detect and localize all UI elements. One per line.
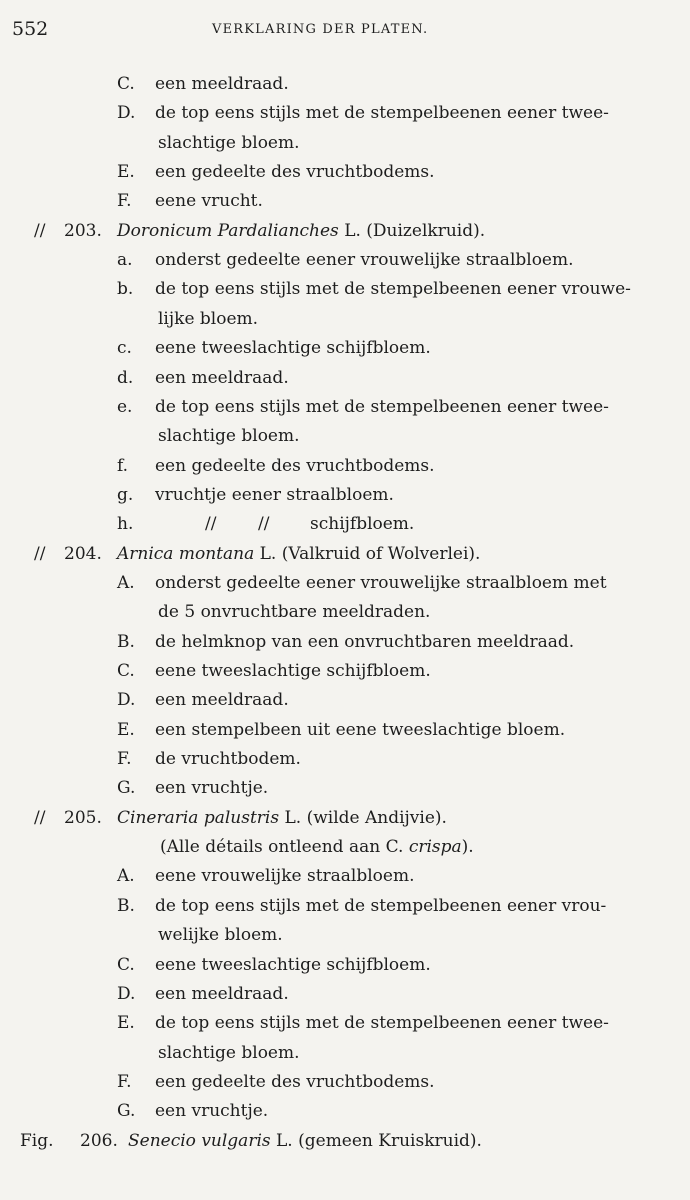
item-text: slachtige bloem. (158, 133, 300, 153)
species-line (117, 542, 480, 566)
item-label: G. (117, 1101, 136, 1121)
species-rest: L. (Duizelkruid). (344, 221, 486, 241)
ditto-mark: // (34, 808, 46, 828)
item-text: onderst gedeelte eener vrouwelijke straalbloem met (155, 573, 607, 593)
note-text (160, 835, 474, 859)
item-text: een meeldraad. (155, 690, 289, 710)
item-text: de helmknop van een onvruchtbaren meeldraad. (155, 632, 575, 652)
item-label: E. (117, 1013, 135, 1033)
item-text: slachtige bloem. (158, 426, 300, 446)
species-line (117, 219, 485, 243)
species-name: Arnica montana (117, 544, 255, 564)
ditto-mark: // (34, 221, 46, 241)
item-text: de top eens stijls met de stempelbeenen eener twee- (155, 397, 609, 417)
item-label: A. (117, 573, 135, 593)
item-text: onderst gedeelte eener vrouwelijke straalbloem. (155, 250, 574, 270)
item-label: h. (117, 514, 134, 534)
figure-number: 206. (80, 1131, 118, 1151)
item-text: welijke bloem. (158, 925, 283, 945)
species-line (117, 806, 447, 830)
species-name: Cineraria palustris (117, 808, 280, 828)
item-text: de top eens stijls met de stempelbeenen eener vrouwe- (155, 279, 631, 299)
item-text: de vruchtbodem. (155, 749, 301, 769)
item-text: eene tweeslachtige schijfbloem. (155, 338, 431, 358)
species-rest: L. (gemeen Kruiskruid). (276, 1131, 482, 1151)
note-species: crispa (408, 837, 462, 857)
species-name: Doronicum Pardalianches (117, 221, 339, 241)
ditto-mark: // (258, 514, 270, 534)
ditto-mark: // (34, 544, 46, 564)
page-header (12, 18, 678, 44)
species-line (128, 1129, 482, 1153)
item-label: F. (117, 191, 132, 211)
item-label: F. (117, 749, 132, 769)
item-text: een vruchtje. (155, 1101, 269, 1121)
item-label: B. (117, 632, 135, 652)
running-title: VERKLARING DER PLATEN. (212, 22, 429, 37)
item-text: de top eens stijls met de stempelbeenen eener vrou- (155, 896, 607, 916)
item-text: een meeldraad. (155, 984, 289, 1004)
item-text: een meeldraad. (155, 74, 289, 94)
item-label: d. (117, 368, 134, 388)
species-rest: L. (wilde Andijvie). (284, 808, 447, 828)
item-label: e. (117, 397, 133, 417)
item-text: eene vrucht. (155, 191, 263, 211)
item-text: slachtige bloem. (158, 1043, 300, 1063)
item-text: een stempelbeen uit eene tweeslachtige bloem. (155, 720, 566, 740)
item-label: b. (117, 279, 134, 299)
item-label: C. (117, 955, 135, 975)
item-text: de top eens stijls met de stempelbeenen eener twee- (155, 1013, 609, 1033)
item-text: lijke bloem. (158, 309, 259, 329)
item-label: E. (117, 162, 135, 182)
item-text: een vruchtje. (155, 778, 269, 798)
item-label: D. (117, 690, 136, 710)
figure-number: 203. (64, 221, 102, 241)
item-label: B. (117, 896, 135, 916)
item-label: c. (117, 338, 132, 358)
species-name: Senecio vulgaris (128, 1131, 271, 1151)
item-text: eene tweeslachtige schijfbloem. (155, 955, 431, 975)
item-text: een gedeelte des vruchtbodems. (155, 162, 435, 182)
item-label: D. (117, 103, 136, 123)
item-label: f. (117, 456, 129, 476)
ditto-mark: // (205, 514, 217, 534)
item-text: schijfbloem. (310, 514, 415, 534)
figure-number: 204. (64, 544, 102, 564)
item-label: C. (117, 74, 135, 94)
item-label: a. (117, 250, 133, 270)
figure-prefix: Fig. (20, 1131, 54, 1151)
item-label: D. (117, 984, 136, 1004)
species-rest: L. (Valkruid of Wolverlei). (259, 544, 481, 564)
item-text: eene vrouwelijke straalbloem. (155, 866, 415, 886)
note-post: ). (461, 837, 474, 857)
item-text: vruchtje eener straalbloem. (155, 485, 394, 505)
item-text: eene tweeslachtige schijfbloem. (155, 661, 431, 681)
item-text: een gedeelte des vruchtbodems. (155, 1072, 435, 1092)
item-label: E. (117, 720, 135, 740)
item-label: F. (117, 1072, 132, 1092)
item-text: de top eens stijls met de stempelbeenen eener twee- (155, 103, 609, 123)
item-label: A. (117, 866, 135, 886)
note-pre: (Alle détails ontleend aan C. (160, 837, 404, 857)
item-text: de 5 onvruchtbare meeldraden. (158, 602, 431, 622)
item-label: G. (117, 778, 136, 798)
figure-number: 205. (64, 808, 102, 828)
item-text: een gedeelte des vruchtbodems. (155, 456, 435, 476)
item-text: een meeldraad. (155, 368, 289, 388)
item-label: g. (117, 485, 134, 505)
item-label: C. (117, 661, 135, 681)
page-number: 552 (12, 18, 49, 40)
